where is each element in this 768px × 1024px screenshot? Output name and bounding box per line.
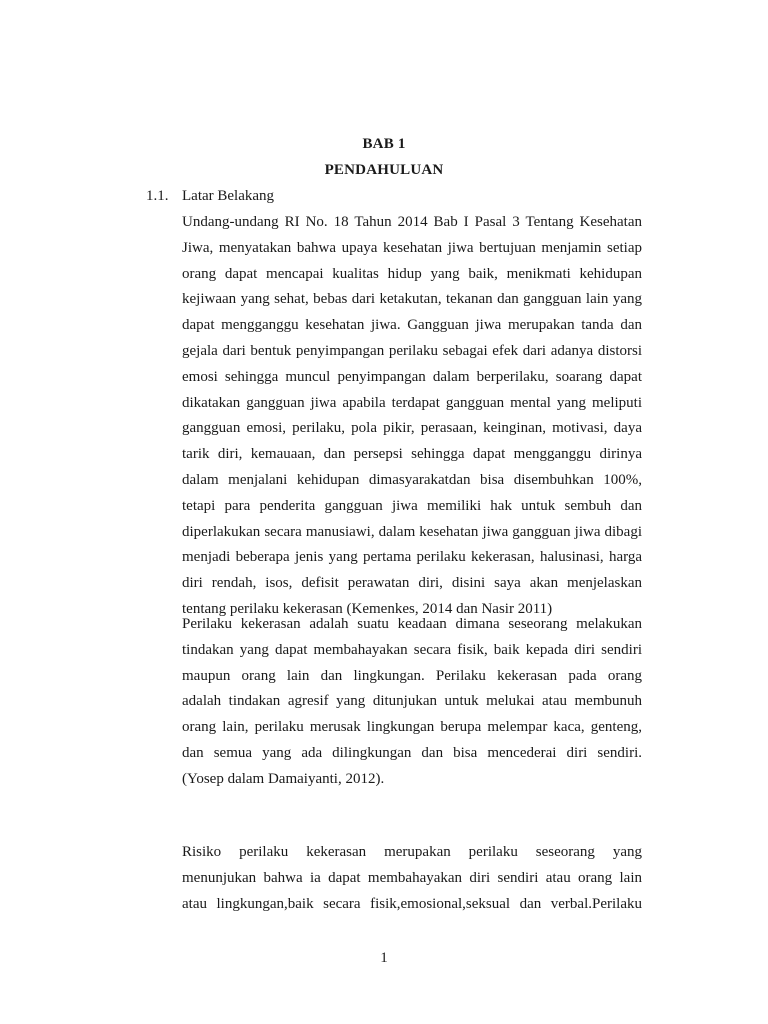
paragraph-1	[182, 210, 642, 623]
page-number: 1	[380, 950, 388, 966]
section-title: Latar Belakang	[182, 188, 275, 204]
paragraph-line: orang dapat mencapai kualitas hidup yang baik, menikmati kehidupan	[182, 265, 642, 282]
paragraph-line: tentang perilaku kekerasan (Kemenkes, 2014 dan Nasir 2011)	[182, 600, 553, 617]
paragraph-2	[182, 612, 642, 793]
paragraph-line: diri rendah, isos, defisit perawatan diri, disini saya akan menjelaskan	[182, 575, 642, 592]
paragraph-line: Jiwa, menyatakan bahwa upaya kesehatan jiwa bertujuan menjamin setiap	[182, 239, 642, 256]
paragraph-line: dalam menjalani kehidupan dimasyarakatdan bisa disembuhkan 100%,	[182, 471, 642, 488]
paragraph-line: gangguan emosi, perilaku, pola pikir, perasaan, keinginan, motivasi, daya	[182, 420, 642, 437]
paragraph-line: emosi sehingga muncul penyimpangan dalam berperilaku, soarang dapat	[182, 368, 642, 385]
paragraph-line: tarik diri, kemauaan, dan persepsi sehingga dapat mengganggu dirinya	[182, 446, 642, 463]
paragraph-line: tindakan yang dapat membahayakan secara fisik, baik kepada diri sendiri	[182, 641, 642, 658]
paragraph-line: dan semua yang ada dilingkungan dan bisa mencederai diri sendiri.	[182, 744, 642, 761]
paragraph-line: adalah tindakan agresif yang ditunjukan untuk melukai atau membunuh	[182, 693, 642, 710]
paragraph-line: kejiwaan yang sehat, bebas dari ketakutan, tekanan dan gangguan lain yang	[182, 291, 642, 308]
paragraph-line: menunjukan bahwa ia dapat membahayakan diri sendiri atau orang lain	[182, 869, 642, 886]
chapter-heading: BAB 1	[362, 136, 406, 152]
paragraph-line: (Yosep dalam Damaiyanti, 2012).	[182, 770, 385, 787]
paragraph-line: dikatakan gangguan jiwa apabila terdapat gangguan mental yang meliputi	[182, 394, 642, 411]
paragraph-line: tetapi para penderita gangguan jiwa memiliki hak untuk sembuh dan	[182, 497, 642, 514]
paragraph-line: Risiko perilaku kekerasan merupakan perilaku seseorang yang	[182, 844, 642, 860]
paragraph-line: dapat mengganggu kesehatan jiwa. Gangguan jiwa merupakan tanda dan	[182, 317, 642, 334]
paragraph-3	[182, 840, 642, 917]
paragraph-line: maupun orang lain dan lingkungan. Perilaku kekerasan pada orang	[182, 667, 642, 684]
paragraph-line: diperlakukan secara manusiawi, dalam kesehatan jiwa gangguan jiwa dibagi	[182, 523, 642, 540]
paragraph-line: Perilaku kekerasan adalah suatu keadaan dimana seseorang melakukan	[182, 616, 642, 632]
paragraph-line: Undang-undang RI No. 18 Tahun 2014 Bab I Pasal 3 Tentang Kesehatan	[182, 214, 642, 230]
paragraph-line: orang lain, perilaku merusak lingkungan berupa melempar kaca, genteng,	[182, 719, 642, 736]
paragraph-line: menjadi beberapa jenis yang pertama perilaku kekerasan, halusinasi, harga	[182, 549, 642, 566]
chapter-title: PENDAHULUAN	[324, 162, 444, 178]
paragraph-line: atau lingkungan,baik secara fisik,emosional,seksual dan verbal.Perilaku	[182, 895, 642, 912]
section-number: 1.1.	[146, 188, 169, 204]
paragraph-line: gejala dari bentuk penyimpangan perilaku sebagai efek dari adanya distorsi	[182, 342, 642, 359]
